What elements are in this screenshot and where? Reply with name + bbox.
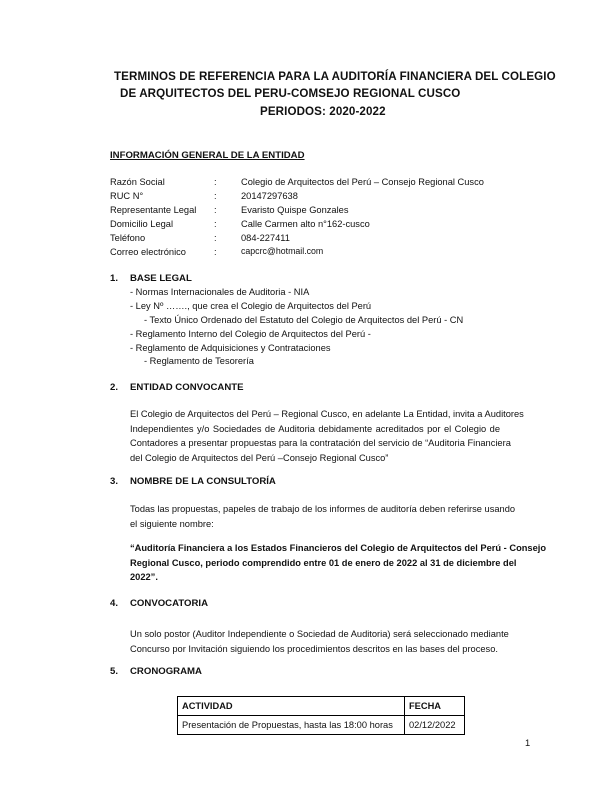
info-value: 084-227411 xyxy=(241,233,290,243)
info-label: Correo electrónico xyxy=(110,247,186,257)
section-title-consultoria: NOMBRE DE LA CONSULTORÍA xyxy=(130,476,276,487)
info-separator: : xyxy=(214,177,217,187)
section-title-entidad-convocante: ENTIDAD CONVOCANTE xyxy=(130,382,244,393)
table-header-row xyxy=(178,697,465,716)
info-separator: : xyxy=(214,219,217,229)
section-number: 5. xyxy=(110,666,119,677)
paragraph-line: Regional Cusco, periodo comprendido entre 01 de enero de 2022 al 31 de diciembre del xyxy=(130,557,517,568)
table-header-actividad: ACTIVIDAD xyxy=(178,697,405,716)
convocatoria-paragraph xyxy=(130,627,509,656)
info-label: RUC N° xyxy=(110,191,144,201)
table-cell-actividad: Presentación de Propuestas, hasta las 18:00 horas xyxy=(178,716,405,735)
info-value: 20147297638 xyxy=(241,191,298,201)
paragraph-line: 2022”. xyxy=(130,572,158,583)
list-item: - Reglamento de Adquisiciones y Contrataciones xyxy=(130,343,331,353)
info-value-email: capcrc@hotmail.com xyxy=(241,246,324,256)
info-value: Calle Carmen alto n°162-cusco xyxy=(241,219,370,229)
entidad-convocante-paragraph xyxy=(130,407,524,465)
doc-title-line-2: DE ARQUITECTOS DEL PERU-COMSEJO REGIONAL CUSCO xyxy=(120,87,461,100)
section-number: 4. xyxy=(110,598,119,609)
info-label: Representante Legal xyxy=(110,205,197,215)
section-number: 3. xyxy=(110,476,119,487)
paragraph-line: El Colegio de Arquitectos del Perú – Regional Cusco, en adelante La Entidad, invita a Auditores xyxy=(130,409,524,419)
info-separator: : xyxy=(214,247,217,257)
paragraph-line: el siguiente nombre: xyxy=(130,518,214,529)
list-item: - Texto Único Ordenado del Estatuto del Colegio de Arquitectos del Perú - CN xyxy=(144,315,464,325)
info-label: Razón Social xyxy=(110,177,165,187)
info-heading: INFORMACIÓN GENERAL DE LA ENTIDAD xyxy=(110,150,305,161)
doc-title-line-1: TERMINOS DE REFERENCIA PARA LA AUDITORÍA FINANCIERA DEL COLEGIO xyxy=(114,70,556,83)
info-value: Colegio de Arquitectos del Perú – Consejo Regional Cusco xyxy=(241,177,484,187)
cronograma-table xyxy=(177,696,465,735)
consultoria-name xyxy=(130,541,547,585)
table-cell-fecha: 02/12/2022 xyxy=(405,716,465,735)
paragraph-line: Concurso por Invitación siguiendo los procedimientos descritos en las bases del proceso. xyxy=(130,643,498,654)
info-separator: : xyxy=(214,233,217,243)
section-number: 2. xyxy=(110,382,119,393)
table-row xyxy=(178,716,465,735)
section-title-base-legal: BASE LEGAL xyxy=(130,273,192,284)
table-header-fecha: FECHA xyxy=(405,697,465,716)
info-label: Teléfono xyxy=(110,233,146,243)
info-separator: : xyxy=(214,205,217,215)
section-number: 1. xyxy=(110,273,119,284)
list-item: - Normas Internacionales de Auditoria - NIA xyxy=(130,287,310,297)
paragraph-line: del Colegio de Arquitectos del Perú –Consejo Regional Cusco” xyxy=(130,452,389,463)
page-number: 1 xyxy=(525,738,531,748)
doc-title-line-3: PERIODOS: 2020-2022 xyxy=(260,105,386,118)
info-value: Evaristo Quispe Gonzales xyxy=(241,205,349,215)
paragraph-line: Todas las propuestas, papeles de trabajo de los informes de auditoría deben referirse usando xyxy=(130,504,516,514)
list-item: - Reglamento Interno del Colegio de Arquitectos del Perú - xyxy=(130,329,371,339)
list-item: - Reglamento de Tesorería xyxy=(144,356,254,366)
paragraph-line: “Auditoría Financiera a los Estados Financieros del Colegio de Arquitectos del Perú - Consejo xyxy=(130,543,547,553)
paragraph-line: Contadores a presentar propuestas para la contratación del servicio de “Auditoria Financiera xyxy=(130,438,511,449)
section-title-cronograma: CRONOGRAMA xyxy=(130,666,202,677)
consultoria-intro xyxy=(130,502,516,531)
info-separator: : xyxy=(214,191,217,201)
section-title-convocatoria: CONVOCATORIA xyxy=(130,598,208,609)
list-item: - Ley Nº ……., que crea el Colegio de Arquitectos del Perú xyxy=(130,301,372,311)
paragraph-line: Un solo postor (Auditor Independiente o Sociedad de Auditoria) será seleccionado mediante xyxy=(130,629,509,639)
paragraph-line: Independientes y/o Sociedades de Auditoria debidamente acreditados por el Colegio de xyxy=(130,423,500,434)
info-label: Domicilio Legal xyxy=(110,219,174,229)
